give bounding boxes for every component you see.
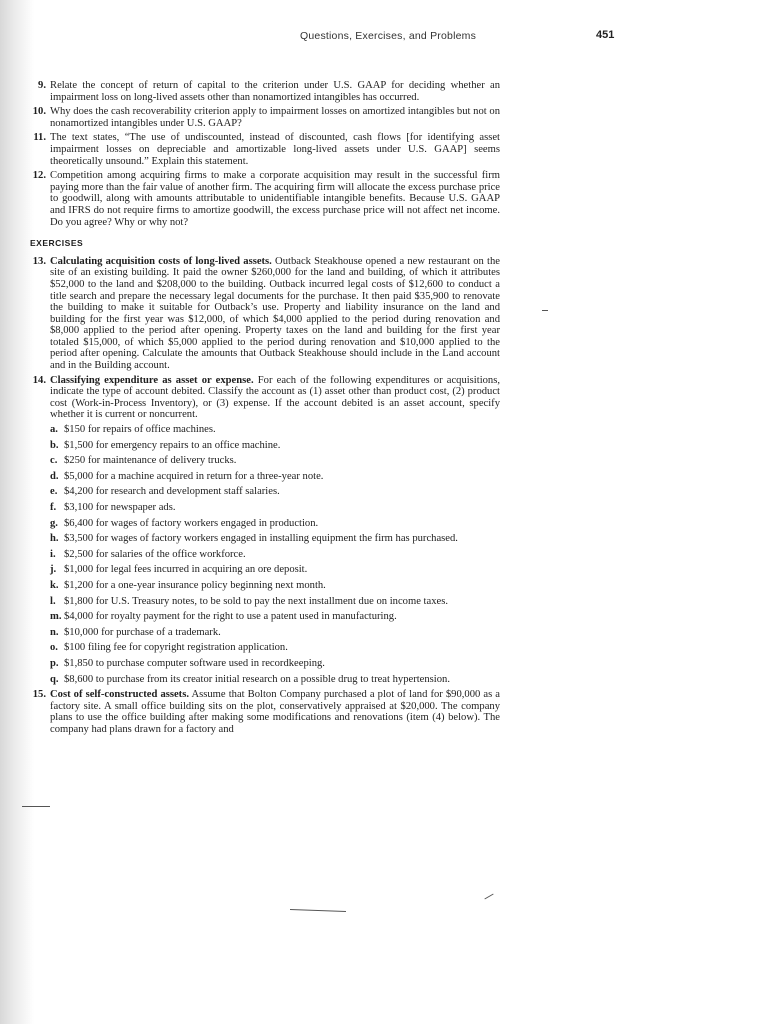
- list-item: [50, 627, 500, 639]
- item-letter: p.: [50, 657, 59, 669]
- list-item: [50, 518, 500, 530]
- item-letter: b.: [50, 439, 59, 451]
- item-text: $250 for maintenance of delivery trucks.: [64, 455, 237, 467]
- exercise-15: [20, 689, 500, 735]
- item-text: $150 for repairs of office machines.: [64, 424, 216, 436]
- running-head: Questions, Exercises, and Problems: [300, 30, 477, 42]
- list-item: [50, 674, 500, 686]
- item-text: $6,400 for wages of factory workers engaged in production.: [64, 517, 319, 529]
- item-text: $1,500 for emergency repairs to an office machine.: [64, 439, 281, 451]
- list-item: [50, 471, 500, 483]
- exercises-heading: EXERCISES: [30, 238, 84, 249]
- item-letter: c.: [50, 455, 58, 467]
- item-letter: h.: [50, 533, 59, 545]
- item-letter: e.: [50, 486, 58, 498]
- list-item: [50, 580, 500, 592]
- question-number: 9.: [38, 80, 46, 91]
- exercise-text: For each of the following expenditures or acquisitions, indicate the type of account debited. Classify the account as (1) asset other than product cost, (2) product cost (Work-in-Process Inventory), or (3) expense. If the account debited is an asset account, specify whether it is current or noncurrent.: [50, 374, 500, 421]
- item-letter: d.: [50, 470, 59, 482]
- item-text: $4,200 for research and development staff salaries.: [64, 486, 280, 498]
- pen-mark: [484, 894, 493, 900]
- pen-mark: [290, 909, 346, 912]
- exercise-title: Classifying expenditure as asset or expense.: [50, 374, 254, 386]
- list-item: [50, 424, 500, 436]
- list-item: [50, 455, 500, 467]
- exercise-number: 13.: [32, 255, 46, 267]
- exercise-14-items: [50, 424, 500, 685]
- exercise-14: [20, 375, 500, 421]
- item-letter: j.: [50, 564, 57, 576]
- exercise-number: 15.: [32, 689, 46, 701]
- exercise-13: [20, 256, 500, 372]
- exercise-title: Cost of self-constructed assets.: [50, 689, 189, 701]
- item-letter: a.: [50, 424, 58, 436]
- list-item: [50, 440, 500, 452]
- question-12: [20, 170, 500, 228]
- item-letter: n.: [50, 626, 59, 638]
- item-letter: k.: [50, 579, 59, 591]
- pen-mark: [22, 806, 50, 807]
- item-letter: f.: [50, 502, 57, 513]
- question-text: Why does the cash recoverability criterion apply to impairment losses on amortized intangibles but not on nonamortized intangibles under U.S. GAAP?: [50, 106, 500, 129]
- item-text: $3,100 for newspaper ads.: [64, 502, 176, 513]
- list-item: [50, 533, 500, 545]
- question-number: 11.: [33, 132, 46, 144]
- item-letter: g.: [50, 517, 58, 529]
- question-text: The text states, “The use of undiscounted, instead of discounted, cash flows [for identifying asset impairment losses on depreciable and amortizable long-lived assets under U.S. GAAP] seems theoretically unsound.” Explain this statement.: [50, 132, 500, 167]
- question-10: [20, 106, 500, 129]
- item-text: $1,850 to purchase computer software used in recordkeeping.: [64, 657, 325, 669]
- question-9: [20, 80, 500, 103]
- item-text: $2,500 for salaries of the office workforce.: [64, 548, 246, 560]
- exercise-title: Calculating acquisition costs of long-lived assets.: [50, 255, 272, 267]
- item-text: $1,800 for U.S. Treasury notes, to be sold to pay the next installment due on income taxes.: [64, 595, 448, 607]
- question-number: 10.: [32, 106, 46, 118]
- list-item: [50, 611, 500, 623]
- item-text: $8,600 to purchase from its creator initial research on a possible drug to treat hypertension.: [64, 673, 450, 685]
- item-text: $5,000 for a machine acquired in return for a three-year note.: [64, 470, 324, 482]
- list-item: [50, 596, 500, 608]
- item-letter: i.: [50, 548, 56, 560]
- question-11: [20, 132, 500, 167]
- list-item: [50, 564, 500, 576]
- pen-mark: [542, 310, 548, 311]
- item-text: $10,000 for purchase of a trademark.: [64, 626, 221, 638]
- item-text: $3,500 for wages of factory workers engaged in installing equipment the firm has purchased.: [64, 533, 458, 545]
- question-text: Competition among acquiring firms to make a corporate acquisition may result in the successful firm paying more than the fair value of another firm. The acquiring firm will allocate the excess purchase price to goodwill, along with amounts attributable to unidentifiable intangible benefits. Because U.S. GAAP and IFRS do not require firms to amortize goodwill, the excess purchase price will not affect net income. Do you agree? Why or why not?: [50, 170, 500, 228]
- item-text: $1,200 for a one-year insurance policy beginning next month.: [64, 579, 326, 591]
- list-item: [50, 658, 500, 670]
- list-item: [50, 642, 500, 654]
- item-letter: q.: [50, 673, 59, 685]
- list-item: [50, 502, 500, 514]
- item-letter: m.: [50, 611, 62, 623]
- exercise-text: Outback Steakhouse opened a new restaurant on the site of an existing building. It paid the owner $260,000 for the land and building, of which it attributes $52,000 to the land and $208,000 to the building. Outback incurred legal costs of $12,600 to conduct a title search and prepare the necessary legal documents for the purchase. It then paid $35,900 to renovate the building to make it suitable for Outback’s use. Property and liability insurance on the land and building for the first year was $12,000, of which $4,000 applied to the period during renovation and $8,000 applied to the period after opening. Property taxes on the land and building for the first year totaled $15,000, of which $5,000 applied to the period during renovation and $10,000 applied to the period after opening. Calculate the amounts that Outback Steakhouse should include in the Land account and in the Building account.: [50, 255, 500, 372]
- exercise-number: 14.: [32, 374, 46, 386]
- list-item: [50, 486, 500, 498]
- item-text: $1,000 for legal fees incurred in acquiring an ore deposit.: [64, 564, 308, 576]
- list-item: [50, 549, 500, 561]
- item-text: $4,000 for royalty payment for the right to use a patent used in manufacturing.: [64, 611, 397, 623]
- page-number: 451: [596, 29, 615, 41]
- item-letter: o.: [50, 642, 58, 654]
- question-text: Relate the concept of return of capital to the criterion under U.S. GAAP for deciding whether an impairment loss on long-lived assets other than nonamortized intangibles has occurred.: [50, 80, 500, 103]
- page-body: [20, 80, 500, 739]
- item-text: $100 filing fee for copyright registration application.: [64, 642, 288, 654]
- exercise-text: Assume that Bolton Company purchased a plot of land for $90,000 as a factory site. A small office building sits on the plot, conservatively appraised at $20,000. The company plans to use the office building after making some modifications and renovations (item (4) below). The company had plans drawn for a factory and: [50, 689, 501, 735]
- item-letter: l.: [50, 595, 56, 607]
- question-number: 12.: [32, 170, 46, 182]
